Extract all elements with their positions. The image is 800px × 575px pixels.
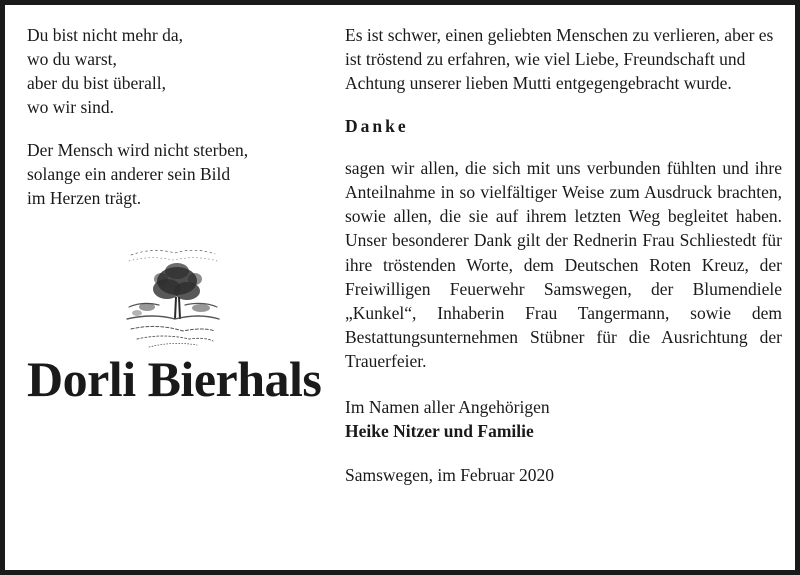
poem-line: aber du bist überall, xyxy=(27,73,166,93)
thanks-paragraph: sagen wir allen, die sich mit uns verbunden fühlten und ihre Anteilnahme in so vielfältiger Weise zum Ausdruck brachten, sowie allen, die sie auf ihrem letzten Weg begleitet haben. Unser besonderer Dank gilt der Rednerin Frau Schliestedt für ihre tröstenden Worte, dem Deutschen Roten Kreuz, der Freiwilligen Feuerwehr Samswegen, der Blumendiele „Kunkel“, Inhaberin Frau Tangermann, sowie dem Bestattungsunternehmen Stübner für die Ausrichtung der Trauerfeier. xyxy=(345,157,782,372)
poem-line: wo du warst, xyxy=(27,49,117,69)
poem-line: Der Mensch wird nicht sterben, xyxy=(27,140,249,160)
right-column xyxy=(345,23,782,487)
left-column xyxy=(27,23,327,210)
poem-line: im Herzen trägt. xyxy=(27,188,142,208)
poem-line: Du bist nicht mehr da, xyxy=(27,25,184,45)
place-date: Samswegen, im Februar 2020 xyxy=(345,465,554,486)
poem-stanza-1 xyxy=(27,23,327,119)
tree-landscape-icon xyxy=(123,241,223,349)
closing-line: Im Namen aller Angehörigen xyxy=(345,396,550,417)
deceased-name: Dorli Bierhals xyxy=(27,351,322,407)
intro-paragraph: Es ist schwer, einen geliebten Menschen zu verlieren, aber es ist tröstend zu erfahren, wie viel Liebe, Freundschaft und Achtung unserer lieben Mutti entgegengebracht wurde. xyxy=(345,25,774,94)
signature: Heike Nitzer und Familie xyxy=(345,420,534,441)
poem-stanza-2 xyxy=(27,138,327,210)
danke-heading: Danke xyxy=(345,115,409,136)
poem-line: wo wir sind. xyxy=(27,97,115,117)
poem-line: solange ein anderer sein Bild xyxy=(27,164,231,184)
